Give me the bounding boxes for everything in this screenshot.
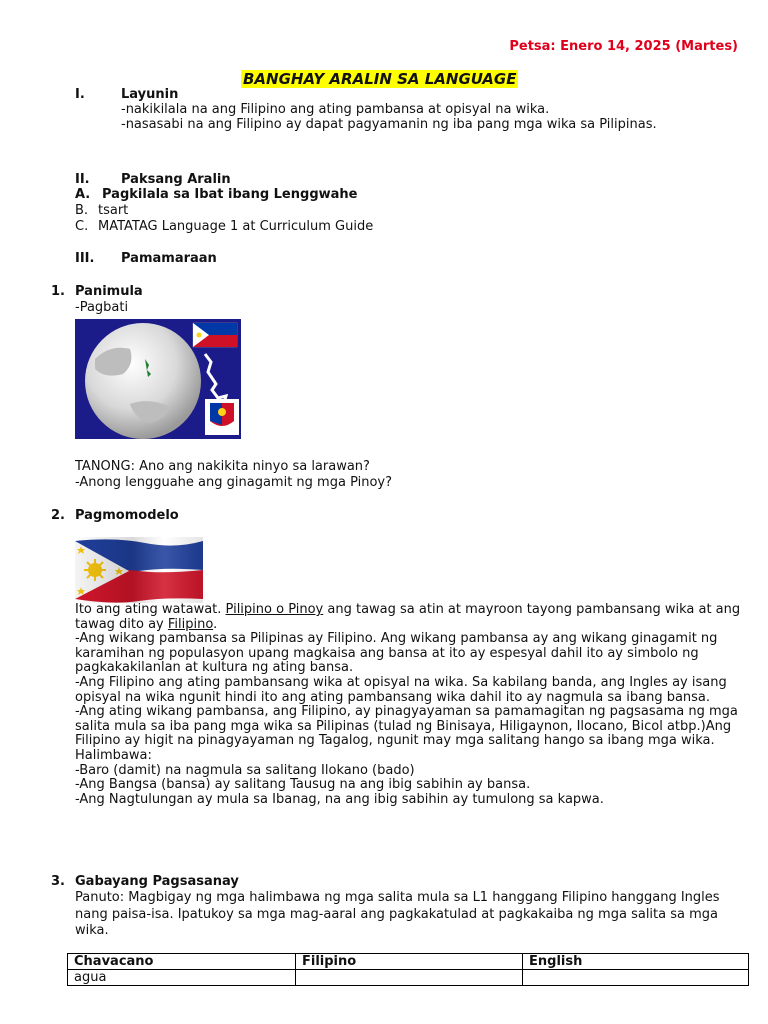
lesson-date: Petsa: Enero 14, 2025 (Martes)	[509, 39, 738, 54]
text-segment: Ito ang ating watawat.	[75, 602, 226, 617]
step-number: 1.	[51, 284, 65, 299]
question-text: -Anong lengguahe ang ginagamit ng mga Pinoy?	[75, 475, 393, 490]
step-number: 2.	[51, 508, 65, 523]
section-heading-pamamaraan: Pamamaraan	[121, 251, 217, 266]
section-number: III.	[75, 251, 95, 266]
section-heading-layunin: Layunin	[121, 87, 179, 102]
text-segment: tawag dito ay	[75, 616, 168, 632]
step-heading-gabayang-pagsasanay: Gabayang Pagsasanay	[75, 874, 239, 889]
table-cell	[296, 970, 523, 986]
text-segment: ang tawag sa atin at mayroon tayong pambansang wika at ang	[323, 602, 741, 617]
subitem-text: Pagkilala sa Ibat ibang Lenggwahe	[102, 187, 358, 202]
objective-line: -nakikilala na ang Filipino ang ating pambansa at opisyal na wika.	[121, 102, 550, 117]
subitem-letter: C.	[75, 219, 89, 234]
document-title: BANGHAY ARALIN SA LANGUAGE	[243, 70, 517, 88]
language-comparison-table	[67, 953, 749, 986]
paragraph-line: karamihan ng populasyon upang magkaisa ang bansa at ito ay espesyal dahil ito ay simbolo ng	[75, 645, 699, 661]
subitem-text: MATATAG Language 1 at Curriculum Guide	[98, 219, 374, 234]
paragraph-line	[75, 603, 755, 618]
section-number: II.	[75, 172, 90, 187]
paragraph-line: pagkakakilanlan at kultura ng ating bansa.	[75, 660, 354, 676]
section-number: I.	[75, 87, 85, 102]
paragraph-line: Filipino ay higit na pinagyayaman ng Tagalog, ngunit may mga salitang hango sa ibang mga wika.	[75, 733, 715, 749]
paragraph-line	[75, 618, 755, 633]
column-header-filipino: Filipino	[296, 954, 523, 970]
column-header-english: English	[523, 954, 749, 970]
paragraph-line: -Ang Nagtulungan ay mula sa Ibanag, na ang ibig sabihin ay tumulong sa kapwa.	[75, 791, 604, 807]
guided-practice-instructions	[75, 890, 755, 940]
paragraph-line: -Baro (damit) na nagmula sa salitang Ilokano (bado)	[75, 762, 415, 778]
step-number: 3.	[51, 874, 65, 889]
table-row	[68, 970, 749, 986]
paragraph-line: nang paisa-isa. Ipatukoy sa mga mag-aaral ang pagkakatulad at pagkakaiba ng mga salita sa mga	[75, 906, 718, 922]
step-heading-pagmomodelo: Pagmomodelo	[75, 508, 179, 523]
modeling-paragraph	[75, 603, 755, 807]
table-cell: agua	[68, 970, 296, 986]
greeting-text: -Pagbati	[75, 300, 129, 315]
subitem-text: tsart	[98, 203, 129, 218]
subitem-letter: A.	[75, 187, 91, 202]
paragraph-line: salita mula sa iba pang mga wika sa Pilipinas (tulad ng Binisaya, Hiligaynon, Ilocano, Bicol atbp.)Ang	[75, 718, 732, 734]
text-segment: .	[213, 616, 218, 632]
paragraph-line: wika.	[75, 923, 109, 938]
term-filipino: Filipino	[167, 616, 214, 632]
paragraph-line: -Ang Filipino ang ating pambansang wika at opisyal na wika. Sa kabilang banda, ang Ingles ay isang	[75, 674, 727, 690]
paragraph-line: opisyal na wika ngunit hindi ito ang ating pambansang wika dahil ito ay nagmula sa ibang bansa.	[75, 689, 711, 705]
step-heading-panimula: Panimula	[75, 284, 143, 299]
paragraph-line: -Ang Bangsa (bansa) ay salitang Tausug na ang ibig sabihin ay bansa.	[75, 777, 531, 793]
paragraph-line: -Ang ating wikang pambansa, ang Filipino, ay pinagyayaman sa pamamagitan ng pagsasama ng mga	[75, 704, 738, 720]
paragraph-line: -Ang wikang pambansa sa Pilipinas ay Filipino. Ang wikang pambansa ay ang wikang ginagamit ng	[75, 631, 718, 647]
table-header-row	[68, 954, 749, 970]
column-header-chavacano: Chavacano	[68, 954, 296, 970]
philippine-flag-image	[75, 537, 203, 603]
term-pilipino-o-pinoy: Pilipino o Pinoy	[225, 602, 324, 617]
paragraph-line: Halimbawa:	[75, 747, 152, 763]
globe-philippines-image	[75, 319, 241, 439]
paragraph-line: Panuto: Magbigay ng mga halimbawa ng mga salita mula sa L1 hanggang Filipino hanggang Ingles	[75, 890, 720, 905]
question-text: TANONG: Ano ang nakikita ninyo sa larawan?	[75, 459, 370, 474]
table-cell	[523, 970, 749, 986]
section-heading-paksang-aralin: Paksang Aralin	[121, 172, 231, 187]
objective-line: -nasasabi na ang Filipino ay dapat pagyamanin ng iba pang mga wika sa Pilipinas.	[121, 117, 657, 132]
subitem-letter: B.	[75, 203, 89, 218]
